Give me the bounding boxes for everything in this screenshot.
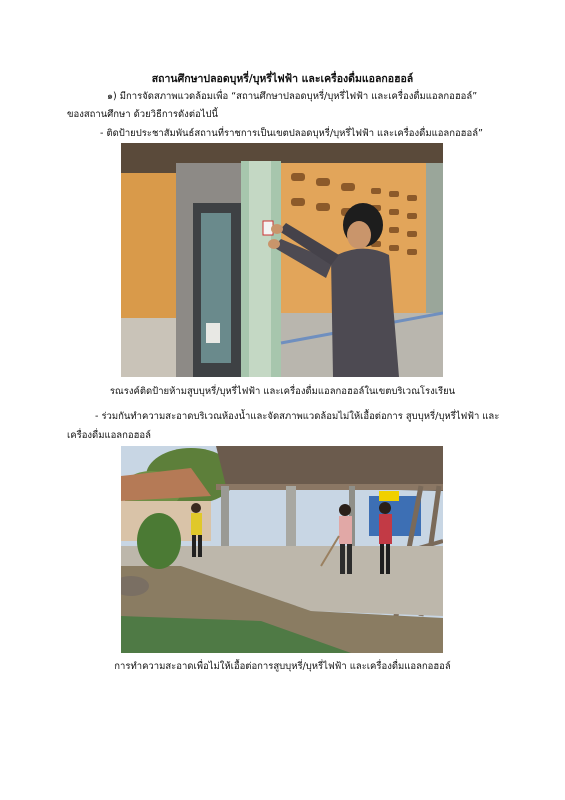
bullet-2-line-2: เครื่องดื่มแอลกอฮอล์ [67,430,151,441]
photo-sign-posting [121,143,443,377]
paragraph-1-line-1: ๑) มีการจัดสภาพแวดล้อมเพื่อ “สถานศึกษาปลอดบุหรี่/บุหรี่ไฟฟ้า และเครื่องดื่มแอลกอฮอล์” [107,91,478,102]
photo-2-caption: การทำความสะอาดเพื่อไม่ให้เอื้อต่อการสูบบุหรี่/บุหรี่ไฟฟ้า และเครื่องดื่มแอลกอฮอล์ [114,661,451,672]
photo-cleaning [121,446,443,653]
paragraph-1-line-2: ของสถานศึกษา ด้วยวิธีการดังต่อไปนี้ [67,109,218,120]
bullet-1: - ติดป้ายประชาสัมพันธ์สถานที่ราชการเป็นเขตปลอดบุหรี่/บุหรี่ไฟฟ้า และเครื่องดื่มแอลกอฮอล์” [100,128,483,139]
photo-1-caption: รณรงค์ติดป้ายห้ามสูบบุหรี่/บุหรี่ไฟฟ้า และเครื่องดื่มแอลกอฮอล์ในเขตบริเวณโรงเรียน [109,386,456,397]
bullet-2-line-1: - ร่วมกันทำความสะอาดบริเวณห้องน้ำและจัดสภาพแวดล้อมไม่ให้เอื้อต่อการ สูบบุหรี่/บุหรี่ไฟฟ้า และ [95,411,500,422]
document-title: สถานศึกษาปลอดบุหรี่/บุหรี่ไฟฟ้า และเครื่องดื่มแอลกอฮอล์ [151,73,414,85]
